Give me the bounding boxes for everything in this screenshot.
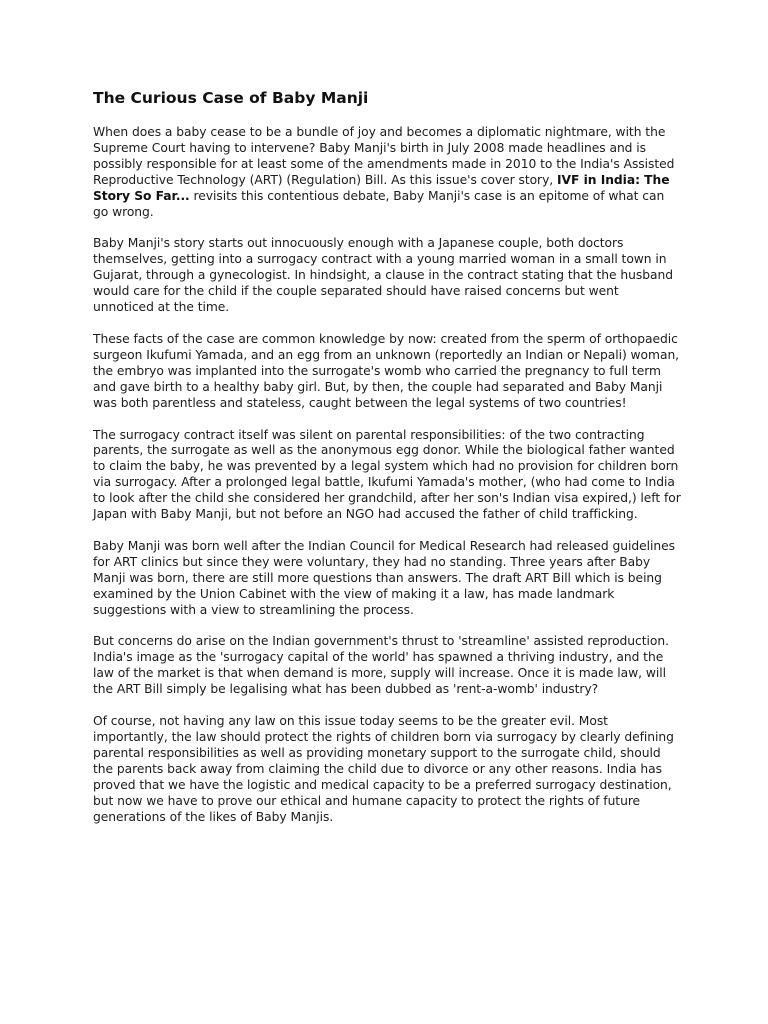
- paragraph-7: Of course, not having any law on this issue today seems to be the greater evil. Most importantly, the law should protect the rights of children born via surrogacy by clearly defining parental responsibilities as well as providing monetary support to the surrogate child, should the parents back away from claiming the child due to divorce or any other reasons. India has proved that we have the logistic and medical capacity to be a preferred surrogacy destination, but now we have to prove our ethical and humane capacity to protect the rights of future generations of the likes of Baby Manjis.: [93, 714, 674, 824]
- article-title: The Curious Case of Baby Manji: [93, 89, 369, 107]
- paragraph-6: But concerns do arise on the Indian government's thrust to 'streamline' assisted reproduction. India's image as the 'surrogacy capital of the world' has spawned a thriving industry, and the law of the market is that when demand is more, supply will increase. Once it is made law, will the ART Bill simply be legalising what has been dubbed as 'rent-a-womb' industry?: [93, 634, 669, 697]
- paragraph-5: Baby Manji was born well after the Indian Council for Medical Research had released guidelines for ART clinics but since they were voluntary, they had no standing. Three years after Baby Manji was born, there are still more questions than answers. The draft ART Bill which is being examined by the Union Cabinet with the view of making it a law, has made landmark suggestions with a view to streamlining the process.: [93, 538, 675, 617]
- paragraph-3: These facts of the case are common knowledge by now: created from the sperm of orthopaedic surgeon Ikufumi Yamada, and an egg from an unknown (reportedly an Indian or Nepali) woman, the embryo was implanted into the surrogate's womb who carried the pregnancy to full term and gave birth to a healthy baby girl. But, by then, the couple had separated and Baby Manji was both parentless and stateless, caught between the legal systems of two countries!: [93, 331, 680, 410]
- paragraph-1: [93, 125, 683, 220]
- paragraph-1-text-a: When does a baby cease to be a bundle of joy and becomes a diplomatic nightmare, with the Supreme Court having to intervene? Baby Manji's birth in July 2008 made headlines and is possibly responsible for at least some of the amendments made in 2010 to the India's Assisted Reproductive Technology (ART) (Regulation) Bill. As this issue's cover story,: [93, 125, 675, 187]
- cover-story-title: IVF in India: The Story So Far...: [93, 172, 670, 203]
- paragraph-4: The surrogacy contract itself was silent on parental responsibilities: of the two contracting parents, the surrogate as well as the anonymous egg donor. While the biological father wanted to claim the baby, he was prevented by a legal system which had no provision for children born via surrogacy. After a prolonged legal battle, Ikufumi Yamada's mother, (who had come to India to look after the child she considered her grandchild, after her son's Indian visa expired,) left for Japan with Baby Manji, but not before an NGO had accused the father of child trafficking.: [93, 427, 681, 522]
- paragraph-1-text-b: revisits this contentious debate, Baby Manji's case is an epitome of what can go wrong.: [93, 188, 665, 219]
- document-page: [93, 88, 683, 841]
- paragraph-2: Baby Manji's story starts out innocuously enough with a Japanese couple, both doctors themselves, getting into a surrogacy contract with a young married woman in a small town in Gujarat, through a gynecologist. In hindsight, a clause in the contract stating that the husband would care for the child if the couple separated should have raised concerns but went unnoticed at the time.: [93, 236, 673, 315]
